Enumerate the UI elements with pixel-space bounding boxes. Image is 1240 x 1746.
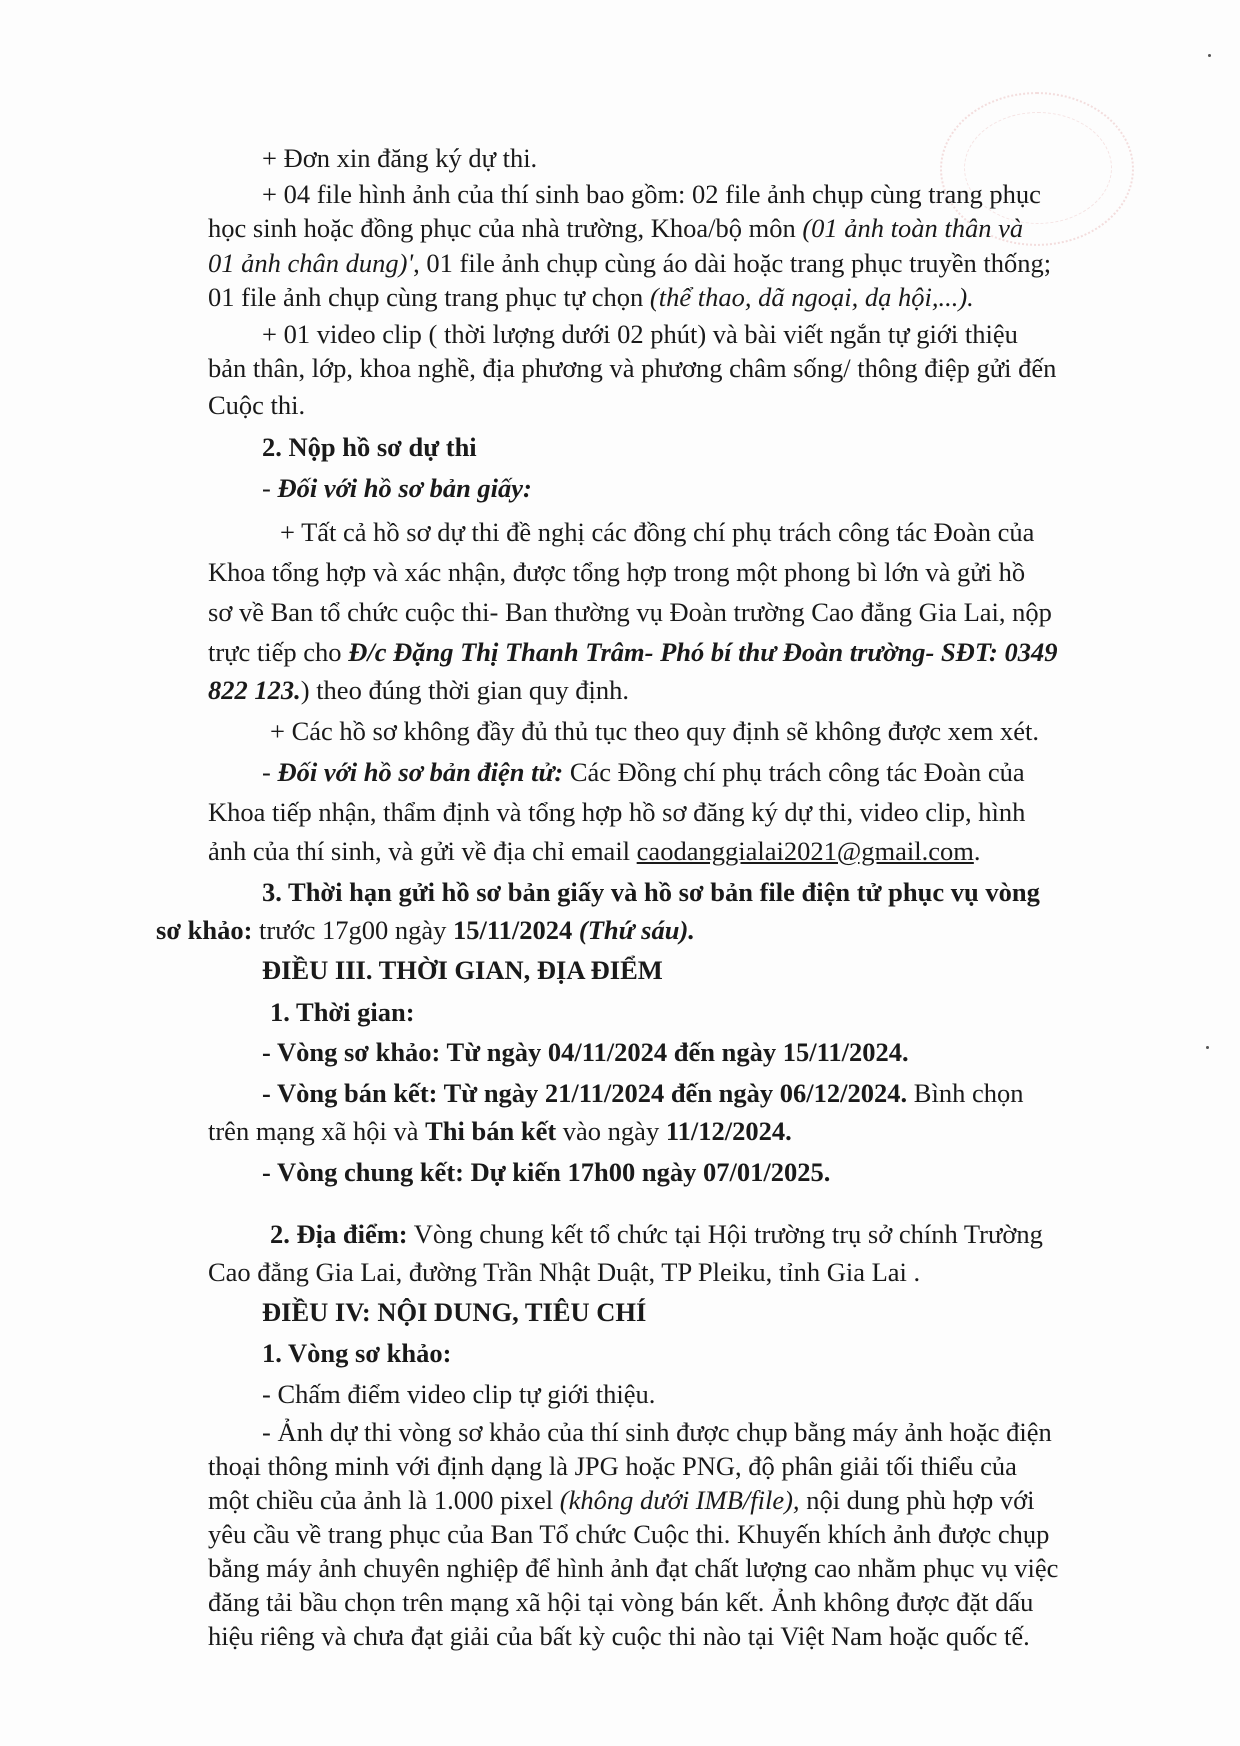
text-line: một chiều của ảnh là 1.000 pixel (không dưới IMB/file), nội dung phù hợp với [208, 1485, 1035, 1515]
text-line: - Ảnh dự thi vòng sơ khảo của thí sinh được chụp bằng máy ảnh hoặc điện [262, 1417, 1052, 1447]
text-line: 01 ảnh chân dung)', 01 file ảnh chụp cùng áo dài hoặc trang phục truyền thống; [208, 248, 1052, 278]
text-line: bản thân, lớp, khoa nghề, địa phương và phương châm sống/ thông điệp gửi đến [208, 353, 1057, 383]
article-heading: ĐIỀU IV: NỘI DUNG, TIÊU CHÍ [262, 1297, 647, 1327]
text-line: bằng máy ảnh chuyên nghiệp để hình ảnh đạt chất lượng cao nhằm phục vụ việc [208, 1553, 1059, 1583]
text-line: + Các hồ sơ không đầy đủ thủ tục theo quy định sẽ không được xem xét. [270, 716, 1040, 746]
text-line: - Vòng chung kết: Dự kiến 17h00 ngày 07/01/2025. [262, 1157, 831, 1187]
text-line: học sinh hoặc đồng phục của nhà trường, Khoa/bộ môn (01 ảnh toàn thân và [208, 213, 1024, 243]
text-line: đăng tải bầu chọn trên mạng xã hội tại vòng bán kết. Ảnh không được đặt dấu [208, 1587, 1034, 1617]
text-line: + 04 file hình ảnh của thí sinh bao gồm: 02 file ảnh chụp cùng trang phục [262, 179, 1041, 209]
text-line: + Tất cả hồ sơ dự thi đề nghị các đồng chí phụ trách công tác Đoàn của [280, 517, 1035, 547]
email-link[interactable]: caodanggialai2021@gmail.com [636, 836, 974, 866]
text-line: Khoa tiếp nhận, thẩm định và tổng hợp hồ sơ đăng ký dự thi, video clip, hình [208, 797, 1026, 827]
text-line: 3. Thời hạn gửi hồ sơ bản giấy và hồ sơ bản file điện tử phục vụ vòng [262, 877, 1040, 907]
section-heading: 1. Thời gian: [270, 997, 415, 1027]
text-line: Cao đẳng Gia Lai, đường Trần Nhật Duật, TP Pleiku, tỉnh Gia Lai . [208, 1257, 921, 1287]
section-heading: 2. Nộp hồ sơ dự thi [262, 432, 477, 462]
scan-speck [1206, 1046, 1209, 1049]
text-line: sơ khảo: trước 17g00 ngày 15/11/2024 (Thứ sáu). [156, 915, 695, 945]
text-line: Khoa tổng hợp và xác nhận, được tổng hợp trong một phong bì lớn và gửi hồ [208, 557, 1026, 587]
text-line: 822 123.) theo đúng thời gian quy định. [208, 675, 630, 705]
text-line: - Đối với hồ sơ bản điện tử: Các Đồng chí phụ trách công tác Đoàn của [262, 757, 1025, 787]
text-line: 01 file ảnh chụp cùng trang phục tự chọn (thể thao, dã ngoại, dạ hội,...). [208, 282, 974, 312]
text-line: - Chấm điểm video clip tự giới thiệu. [262, 1379, 656, 1409]
text-line: - Đối với hồ sơ bản giấy: [262, 473, 532, 503]
scan-speck [1208, 54, 1211, 57]
text-line: trực tiếp cho Đ/c Đặng Thị Thanh Trâm- Phó bí thư Đoàn trường- SĐT: 0349 [208, 637, 1058, 667]
text-line: - Vòng bán kết: Từ ngày 21/11/2024 đến ngày 06/12/2024. Bình chọn [262, 1078, 1024, 1108]
text-line: + 01 video clip ( thời lượng dưới 02 phút) và bài viết ngắn tự giới thiệu [262, 319, 1018, 349]
article-heading: ĐIỀU III. THỜI GIAN, ĐỊA ĐIỂM [262, 955, 663, 985]
text-line: + Đơn xin đăng ký dự thi. [262, 143, 538, 173]
text-line: thoại thông minh với định dạng là JPG hoặc PNG, độ phân giải tối thiểu của [208, 1451, 1017, 1481]
text-line: sơ về Ban tổ chức cuộc thi- Ban thường vụ Đoàn trường Cao đẳng Gia Lai, nộp [208, 597, 1052, 627]
text-line: Cuộc thi. [208, 390, 306, 420]
text-line: ảnh của thí sinh, và gửi về địa chỉ email caodanggialai2021@gmail.com. [208, 836, 981, 866]
text-line: hiệu riêng và chưa đạt giải của bất kỳ cuộc thi nào tại Việt Nam hoặc quốc tế. [208, 1621, 1030, 1651]
section-heading: 1. Vòng sơ khảo: [262, 1338, 452, 1368]
text-line: - Vòng sơ khảo: Từ ngày 04/11/2024 đến ngày 15/11/2024. [262, 1037, 909, 1067]
text-line: 2. Địa điểm: Vòng chung kết tổ chức tại Hội trường trụ sở chính Trường [270, 1219, 1043, 1249]
text-line: yêu cầu về trang phục của Ban Tổ chức Cuộc thi. Khuyến khích ảnh được chụp [208, 1519, 1050, 1549]
text-line: trên mạng xã hội và Thi bán kết vào ngày 11/12/2024. [208, 1116, 792, 1146]
